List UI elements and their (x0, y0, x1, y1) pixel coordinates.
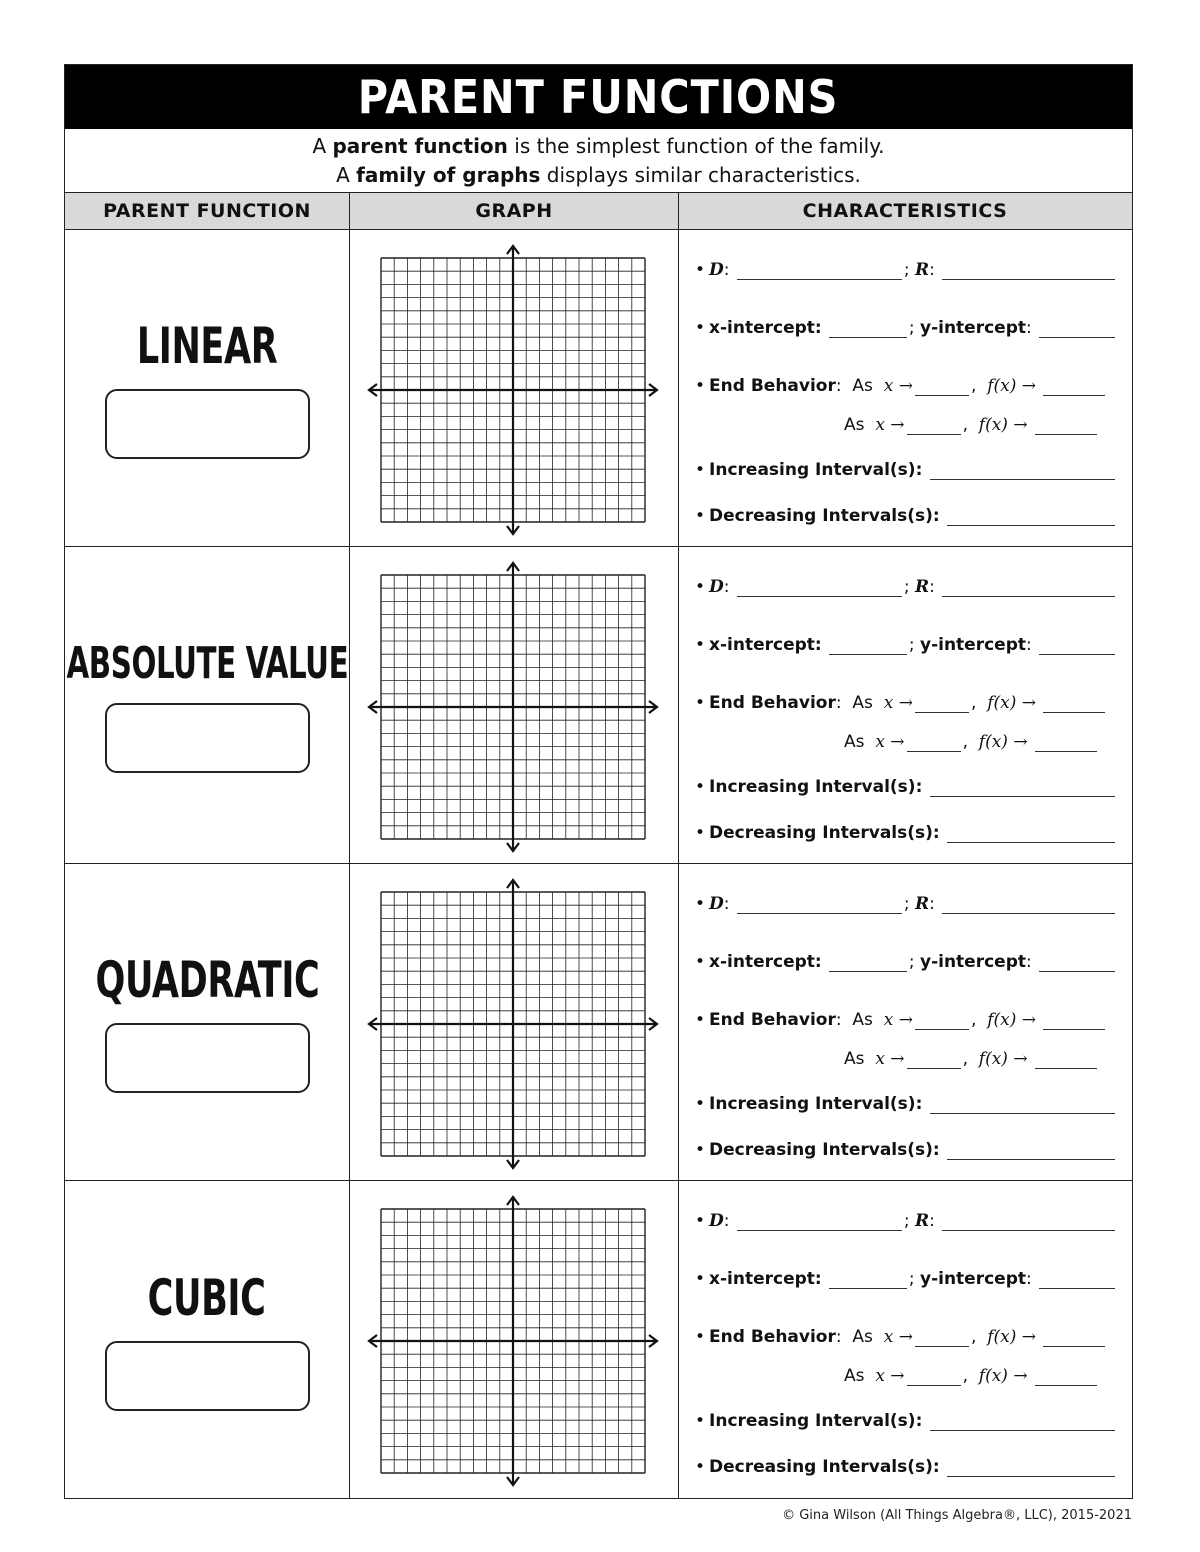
header-characteristics: CHARACTERISTICS (802, 200, 1008, 222)
function-name: LINEAR (136, 317, 278, 375)
increasing-blank[interactable] (930, 1095, 1115, 1114)
decreasing-line: • Decreasing Intervals(s): (695, 823, 1117, 843)
equation-answer-box[interactable] (105, 1023, 310, 1093)
intro-line-2 (336, 161, 861, 190)
as-label: As (852, 1327, 873, 1347)
end-behavior-line-2: As x → , f(x) → (844, 415, 1117, 435)
increasing-blank[interactable] (930, 1412, 1115, 1431)
graph-cell (350, 230, 679, 546)
fx-arrow-label: f(x) → (978, 415, 1028, 435)
function-name: QUADRATIC (95, 951, 319, 1009)
increasing-label: Increasing Interval(s): (709, 1094, 923, 1114)
end-behavior-line-1: • End Behavior : As x → , f(x) → (695, 376, 1117, 396)
decreasing-blank[interactable] (947, 507, 1115, 526)
intro-line-2-pre: A (336, 162, 357, 187)
fx-limit-blank[interactable] (1043, 1328, 1105, 1347)
x-limit-blank[interactable] (907, 1367, 961, 1386)
copyright-footer: © Gina Wilson (All Things Algebra®, LLC), 2015-2021 (782, 1508, 1132, 1523)
x-arrow-label: x → (883, 1327, 913, 1347)
x-arrow-label: x → (875, 1049, 905, 1069)
function-name-cell (65, 547, 350, 863)
as-label: As (844, 1049, 865, 1069)
increasing-line: • Increasing Interval(s): (695, 1094, 1117, 1114)
intro-line-1 (312, 132, 884, 161)
increasing-line: • Increasing Interval(s): (695, 777, 1117, 797)
end-behavior-line-2: As x → , f(x) → (844, 1366, 1117, 1386)
as-label: As (852, 376, 873, 396)
intro-line-1-post: is the simplest function of the family. (507, 133, 885, 158)
equation-answer-box[interactable] (105, 703, 310, 773)
y-intercept-blank[interactable] (1039, 319, 1115, 338)
table-row (65, 864, 1132, 1181)
equation-answer-box[interactable] (105, 1341, 310, 1411)
end-behavior-line-1: • End Behavior : As x → , f(x) → (695, 1327, 1117, 1347)
function-rows (65, 230, 1132, 1498)
y-intercept-label: y-intercept (919, 952, 1026, 972)
characteristics-cell (679, 547, 1131, 863)
x-intercept-blank[interactable] (829, 1270, 907, 1289)
fx-arrow-label: f(x) → (978, 732, 1028, 752)
decreasing-label: Decreasing Intervals(s): (709, 1140, 940, 1160)
intercepts-line: • x-intercept: ; y-intercept : (695, 635, 1117, 655)
fx-arrow-label: f(x) → (978, 1049, 1028, 1069)
domain-blank[interactable] (737, 1212, 902, 1231)
range-label: R (914, 1211, 930, 1231)
increasing-line: • Increasing Interval(s): (695, 1411, 1117, 1431)
as-label: As (844, 415, 865, 435)
domain-blank[interactable] (737, 261, 902, 280)
table-header (65, 193, 1132, 230)
decreasing-blank[interactable] (947, 1141, 1115, 1160)
as-label: As (852, 693, 873, 713)
end-behavior-label: End Behavior (709, 693, 836, 713)
y-intercept-blank[interactable] (1039, 953, 1115, 972)
increasing-label: Increasing Interval(s): (709, 1411, 923, 1431)
fx-arrow-label: f(x) → (987, 1327, 1036, 1347)
decreasing-line: • Decreasing Intervals(s): (695, 1140, 1117, 1160)
range-blank[interactable] (942, 261, 1115, 280)
domain-label: D (709, 894, 724, 914)
fx-limit-blank[interactable] (1035, 416, 1097, 435)
domain-label: D (709, 260, 724, 280)
end-behavior-label: End Behavior (709, 1327, 836, 1347)
domain-range-line: • D : ; R : (695, 260, 1117, 280)
domain-blank[interactable] (737, 578, 902, 597)
equation-answer-box[interactable] (105, 389, 310, 459)
increasing-blank[interactable] (930, 778, 1115, 797)
x-limit-blank[interactable] (915, 694, 969, 713)
page-title: PARENT FUNCTIONS (358, 70, 839, 124)
domain-label: D (709, 1211, 724, 1231)
x-intercept-blank[interactable] (829, 319, 907, 338)
x-intercept-blank[interactable] (829, 953, 907, 972)
x-limit-blank[interactable] (915, 1328, 969, 1347)
x-limit-blank[interactable] (907, 416, 961, 435)
x-intercept-label: x-intercept: (709, 635, 822, 655)
characteristics-cell (679, 230, 1131, 546)
fx-limit-blank[interactable] (1035, 1367, 1097, 1386)
x-intercept-label: x-intercept: (709, 1269, 822, 1289)
function-name: ABSOLUTE VALUE (66, 637, 348, 689)
header-graph: GRAPH (350, 193, 679, 229)
graph-cell (350, 864, 679, 1180)
range-blank[interactable] (942, 1212, 1115, 1231)
header-parent-function: PARENT FUNCTION (65, 193, 350, 229)
parent-functions-sheet (64, 64, 1133, 1499)
y-intercept-label: y-intercept (919, 318, 1026, 338)
decreasing-label: Decreasing Intervals(s): (709, 1457, 940, 1477)
x-intercept-label: x-intercept: (709, 952, 822, 972)
domain-label: D (709, 577, 724, 597)
intercepts-line: • x-intercept: ; y-intercept : (695, 318, 1117, 338)
end-behavior-label: End Behavior (709, 376, 836, 396)
domain-range-line: • D : ; R : (695, 894, 1117, 914)
intercepts-line: • x-intercept: ; y-intercept : (695, 1269, 1117, 1289)
x-arrow-label: x → (875, 732, 905, 752)
increasing-label: Increasing Interval(s): (709, 777, 923, 797)
domain-range-line: • D : ; R : (695, 1211, 1117, 1231)
function-name: CUBIC (148, 1268, 266, 1327)
fx-arrow-label: f(x) → (987, 1010, 1036, 1030)
y-intercept-blank[interactable] (1039, 1270, 1115, 1289)
x-limit-blank[interactable] (907, 733, 961, 752)
x-arrow-label: x → (875, 415, 905, 435)
end-behavior-label: End Behavior (709, 1010, 836, 1030)
range-blank[interactable] (942, 895, 1115, 914)
intro-line-2-post: displays similar characteristics. (540, 162, 861, 187)
decreasing-blank[interactable] (947, 1458, 1115, 1477)
as-label: As (852, 1010, 873, 1030)
coordinate-grid[interactable] (350, 1181, 679, 1497)
characteristics-cell (679, 864, 1131, 1180)
end-behavior-line-2: As x → , f(x) → (844, 1049, 1117, 1069)
x-intercept-blank[interactable] (829, 636, 907, 655)
domain-range-line: • D : ; R : (695, 577, 1117, 597)
intercepts-line: • x-intercept: ; y-intercept : (695, 952, 1117, 972)
range-label: R (914, 260, 930, 280)
x-limit-blank[interactable] (915, 377, 969, 396)
decreasing-blank[interactable] (947, 824, 1115, 843)
end-behavior-line-2: As x → , f(x) → (844, 732, 1117, 752)
domain-blank[interactable] (737, 895, 902, 914)
range-label: R (914, 577, 930, 597)
table-row (65, 1181, 1132, 1498)
function-name-cell (65, 230, 350, 546)
intro-term-family-of-graphs: family of graphs (356, 162, 541, 187)
coordinate-grid[interactable] (350, 547, 679, 863)
x-arrow-label: x → (883, 376, 913, 396)
title-bar (65, 65, 1132, 129)
table-row (65, 547, 1132, 864)
intro-term-parent-function: parent function (332, 133, 508, 158)
x-limit-blank[interactable] (907, 1050, 961, 1069)
x-arrow-label: x → (875, 1366, 905, 1386)
fx-limit-blank[interactable] (1043, 694, 1105, 713)
characteristics-cell (679, 1181, 1131, 1498)
increasing-blank[interactable] (930, 461, 1115, 480)
fx-arrow-label: f(x) → (987, 376, 1036, 396)
function-name-cell (65, 864, 350, 1180)
function-name-cell (65, 1181, 350, 1498)
y-intercept-label: y-intercept (919, 1269, 1026, 1289)
increasing-label: Increasing Interval(s): (709, 460, 923, 480)
as-label: As (844, 732, 865, 752)
end-behavior-line-1: • End Behavior : As x → , f(x) → (695, 693, 1117, 713)
range-label: R (914, 894, 930, 914)
increasing-line: • Increasing Interval(s): (695, 460, 1117, 480)
fx-arrow-label: f(x) → (978, 1366, 1028, 1386)
intro-text (65, 129, 1132, 193)
x-arrow-label: x → (883, 1010, 913, 1030)
coordinate-grid[interactable] (350, 864, 679, 1180)
end-behavior-line-1: • End Behavior : As x → , f(x) → (695, 1010, 1117, 1030)
fx-limit-blank[interactable] (1035, 733, 1097, 752)
graph-cell (350, 1181, 679, 1498)
y-intercept-blank[interactable] (1039, 636, 1115, 655)
x-intercept-label: x-intercept: (709, 318, 822, 338)
table-row (65, 230, 1132, 547)
as-label: As (844, 1366, 865, 1386)
graph-cell (350, 547, 679, 863)
y-intercept-label: y-intercept (919, 635, 1026, 655)
fx-limit-blank[interactable] (1043, 377, 1105, 396)
decreasing-line: • Decreasing Intervals(s): (695, 1457, 1117, 1477)
fx-arrow-label: f(x) → (987, 693, 1036, 713)
decreasing-line: • Decreasing Intervals(s): (695, 506, 1117, 526)
decreasing-label: Decreasing Intervals(s): (709, 506, 940, 526)
fx-limit-blank[interactable] (1035, 1050, 1097, 1069)
coordinate-grid[interactable] (350, 230, 679, 546)
fx-limit-blank[interactable] (1043, 1011, 1105, 1030)
x-limit-blank[interactable] (915, 1011, 969, 1030)
decreasing-label: Decreasing Intervals(s): (709, 823, 940, 843)
range-blank[interactable] (942, 578, 1115, 597)
intro-line-1-pre: A (312, 133, 333, 158)
x-arrow-label: x → (883, 693, 913, 713)
